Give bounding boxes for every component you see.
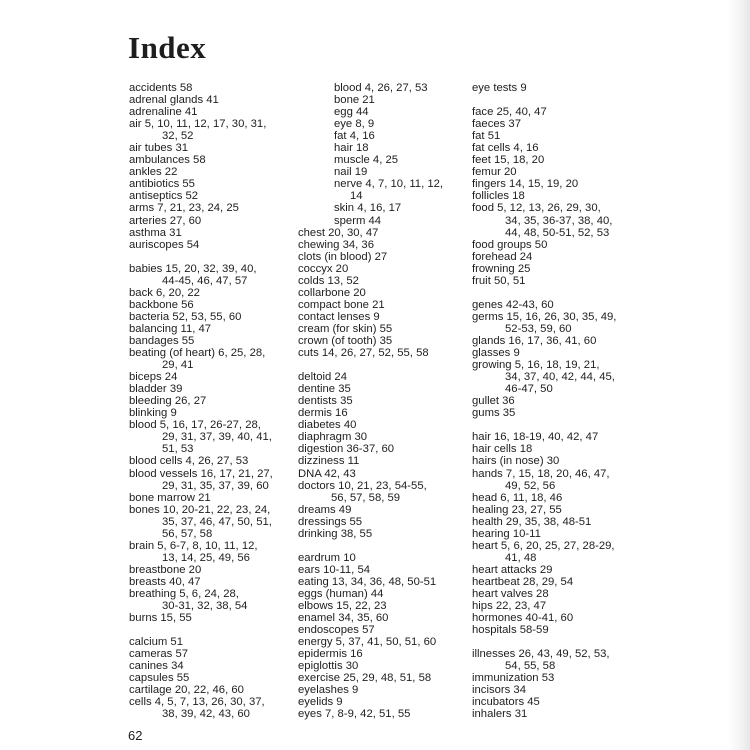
index-entry-continuation: 34, 35, 36-37, 38, 40, <box>505 214 613 227</box>
index-entry: dizziness 11 <box>298 455 360 468</box>
page-edge-shadow <box>728 0 750 750</box>
index-entry-continuation: 56, 57, 58 <box>162 527 213 540</box>
index-entry: breathing 5, 6, 24, 28, <box>129 587 239 600</box>
index-entry: hospitals 58-59 <box>472 624 549 637</box>
index-entry: accidents 58 <box>129 82 193 94</box>
index-entry: hair cells 18 <box>472 443 533 456</box>
index-entry: hairs (in nose) 30 <box>472 455 560 468</box>
index-entry: femur 20 <box>472 166 517 179</box>
index-entry-continuation: 56, 57, 58, 59 <box>331 491 401 504</box>
index-entry: backbone 56 <box>129 298 194 311</box>
index-entry: breasts 40, 47 <box>129 575 201 588</box>
index-entry: cells 4, 5, 7, 13, 26, 30, 37, <box>129 696 265 709</box>
index-entry: air 5, 10, 11, 12, 17, 30, 31, <box>129 118 267 131</box>
index-entry: growing 5, 16, 18, 19, 21, <box>472 359 600 372</box>
index-entry: incubators 45 <box>472 696 540 709</box>
index-entry-continuation: 34, 37, 40, 42, 44, 45, <box>505 371 615 384</box>
index-entry: contact lenses 9 <box>298 310 380 323</box>
index-entry-continuation: 41, 48 <box>505 551 537 564</box>
index-entry: frowning 25 <box>472 262 531 275</box>
index-subentry: sperm 44 <box>334 214 382 227</box>
index-entry: antiseptics 52 <box>129 190 199 203</box>
index-entry: heart 5, 6, 20, 25, 27, 28-29, <box>472 539 615 552</box>
index-entry: coccyx 20 <box>298 262 349 275</box>
index-entry: food 5, 12, 13, 26, 29, 30, <box>472 202 601 215</box>
index-entry: digestion 36-37, 60 <box>298 443 395 456</box>
index-entry: arteries 27, 60 <box>129 214 202 227</box>
index-entry: inhalers 31 <box>472 708 528 721</box>
index-subentry: blood 4, 26, 27, 53 <box>334 82 428 94</box>
index-entry: cuts 14, 26, 27, 52, 55, 58 <box>298 347 429 360</box>
index-entry: immunization 53 <box>472 672 555 685</box>
index-entry: cream (for skin) 55 <box>298 322 393 335</box>
index-subentry: bone 21 <box>334 94 375 107</box>
index-entry: fat cells 4, 16 <box>472 142 539 155</box>
index-entry: cartilage 20, 22, 46, 60 <box>129 684 244 697</box>
index-entry-continuation: 44-45, 46, 47, 57 <box>162 274 248 287</box>
index-entry: arms 7, 21, 23, 24, 25 <box>129 202 239 215</box>
index-entry: adrenal glands 41 <box>129 94 219 107</box>
index-entry-continuation: 29, 31, 37, 39, 40, 41, <box>162 431 272 444</box>
index-entry: hearing 10-11 <box>472 527 541 540</box>
index-entry: capsules 55 <box>129 672 190 685</box>
index-section-gap <box>472 287 662 299</box>
index-entry: air tubes 31 <box>129 142 189 155</box>
index-title: Index <box>128 30 207 65</box>
page-number: 62 <box>128 728 143 743</box>
index-entry: compact bone 21 <box>298 298 385 311</box>
index-entry: illnesses 26, 43, 49, 52, 53, <box>472 648 610 661</box>
index-entry: ears 10-11, 54 <box>298 563 371 576</box>
index-entry: beating (of heart) 6, 25, 28, <box>129 347 266 360</box>
index-entry: colds 13, 52 <box>298 274 359 287</box>
index-entry: back 6, 20, 22 <box>129 286 200 299</box>
index-entry: adrenaline 41 <box>129 106 198 119</box>
index-column-2 <box>298 82 478 720</box>
index-entry: head 6, 11, 18, 46 <box>472 491 563 504</box>
index-entry-continuation: 38, 39, 42, 43, 60 <box>162 708 250 721</box>
index-entry: elbows 15, 22, 23 <box>298 600 387 613</box>
index-entry: follicles 18 <box>472 190 525 203</box>
index-entry: dreams 49 <box>298 503 352 516</box>
index-column-3 <box>472 82 662 720</box>
index-entry: eyes 7, 8-9, 42, 51, 55 <box>298 708 411 721</box>
index-entry: glasses 9 <box>472 347 520 360</box>
index-entry: hormones 40-41, 60 <box>472 612 574 625</box>
index-entry: healing 23, 27, 55 <box>472 503 562 516</box>
index-entry: balancing 11, 47 <box>129 322 212 335</box>
index-entry: glands 16, 17, 36, 41, 60 <box>472 334 597 347</box>
index-entry: feet 15, 18, 20 <box>472 154 545 167</box>
index-entry: gums 35 <box>472 407 516 420</box>
index-entry-continuation: 29, 31, 35, 37, 39, 60 <box>162 479 269 492</box>
index-section-gap <box>472 636 662 648</box>
index-entry: bacteria 52, 53, 55, 60 <box>129 310 242 323</box>
index-entry: germs 15, 16, 26, 30, 35, 49, <box>472 310 617 323</box>
index-entry: calcium 51 <box>129 636 183 649</box>
index-entry-continuation: 46-47, 50 <box>505 383 553 396</box>
index-entry: bone marrow 21 <box>129 491 211 504</box>
index-entry: health 29, 35, 38, 48-51 <box>472 515 592 528</box>
index-entry: eye tests 9 <box>472 82 527 94</box>
index-entry: energy 5, 37, 41, 50, 51, 60 <box>298 636 437 649</box>
index-entry: breastbone 20 <box>129 563 202 576</box>
index-entry: antibiotics 55 <box>129 178 195 191</box>
index-entry: eardrum 10 <box>298 551 356 564</box>
index-section-gap <box>298 359 478 371</box>
index-entry: brain 5, 6-7, 8, 10, 11, 12, <box>129 539 258 552</box>
index-subentry: hair 18 <box>334 142 369 155</box>
index-entry: eggs (human) 44 <box>298 587 384 600</box>
index-section-gap <box>472 94 662 106</box>
index-entry: collarbone 20 <box>298 286 366 299</box>
index-subentry: skin 4, 16, 17 <box>334 202 402 215</box>
index-entry-continuation: 35, 37, 46, 47, 50, 51, <box>162 515 272 528</box>
index-section-gap <box>298 540 478 552</box>
index-entry: blinking 9 <box>129 407 177 420</box>
index-entry: diaphragm 30 <box>298 431 368 444</box>
index-entry: hips 22, 23, 47 <box>472 600 547 613</box>
index-entry: heartbeat 28, 29, 54 <box>472 575 574 588</box>
index-entry: deltoid 24 <box>298 371 347 384</box>
index-entry: bleeding 26, 27 <box>129 395 207 408</box>
index-entry-continuation: 51, 53 <box>162 443 194 456</box>
index-entry: face 25, 40, 47 <box>472 106 547 119</box>
index-entry-continuation: 32, 52 <box>162 130 194 143</box>
index-entry: blood vessels 16, 17, 21, 27, <box>129 467 273 480</box>
index-entry: blood 5, 16, 17, 26-27, 28, <box>129 419 261 432</box>
index-entry: dressings 55 <box>298 515 363 528</box>
index-entry: epiglottis 30 <box>298 660 359 673</box>
index-subentry: muscle 4, 25 <box>334 154 399 167</box>
index-entry: incisors 34 <box>472 684 526 697</box>
index-entry: epidermis 16 <box>298 648 363 661</box>
index-entry-continuation: 44, 48, 50-51, 52, 53 <box>505 226 610 239</box>
index-entry: asthma 31 <box>129 226 182 239</box>
index-entry: faeces 37 <box>472 118 521 131</box>
index-entry: dentine 35 <box>298 383 351 396</box>
index-entry-continuation: 52-53, 59, 60 <box>505 322 572 335</box>
index-entry: crown (of tooth) 35 <box>298 334 393 347</box>
index-entry: babies 15, 20, 32, 39, 40, <box>129 262 257 275</box>
index-entry: blood cells 4, 26, 27, 53 <box>129 455 249 468</box>
index-entry: bones 10, 20-21, 22, 23, 24, <box>129 503 271 516</box>
index-entry: canines 34 <box>129 660 184 673</box>
index-entry: DNA 42, 43 <box>298 467 356 480</box>
index-entry: diabetes 40 <box>298 419 357 432</box>
index-entry: eating 13, 34, 36, 48, 50-51 <box>298 575 437 588</box>
index-entry: bladder 39 <box>129 383 183 396</box>
index-entry: dentists 35 <box>298 395 353 408</box>
index-entry: fruit 50, 51 <box>472 274 526 287</box>
index-entry-continuation: 49, 52, 56 <box>505 479 556 492</box>
index-entry: genes 42-43, 60 <box>472 298 554 311</box>
index-entry-continuation: 13, 14, 25, 49, 56 <box>162 551 250 564</box>
index-entry-continuation: 29, 41 <box>162 359 194 372</box>
index-entry: doctors 10, 21, 23, 54-55, <box>298 479 427 492</box>
index-entry: fingers 14, 15, 19, 20 <box>472 178 579 191</box>
index-entry-continuation: 54, 55, 58 <box>505 660 556 673</box>
index-entry: chewing 34, 36 <box>298 238 374 251</box>
index-entry: bandages 55 <box>129 334 195 347</box>
index-subentry: nail 19 <box>334 166 368 179</box>
index-entry: ambulances 58 <box>129 154 206 167</box>
index-entry: drinking 38, 55 <box>298 527 373 540</box>
index-entry-continuation: 30-31, 32, 38, 54 <box>162 600 248 613</box>
index-entry: exercise 25, 29, 48, 51, 58 <box>298 672 432 685</box>
index-entry: gullet 36 <box>472 395 515 408</box>
index-subentry: fat 4, 16 <box>334 130 375 143</box>
index-entry: chest 20, 30, 47 <box>298 226 379 239</box>
index-subentry: egg 44 <box>334 106 369 119</box>
index-entry: clots (in blood) 27 <box>298 250 388 263</box>
index-entry: auriscopes 54 <box>129 238 200 251</box>
index-entry: fat 51 <box>472 130 501 143</box>
index-entry: forehead 24 <box>472 250 533 263</box>
index-subentry: nerve 4, 7, 10, 11, 12, <box>334 178 444 191</box>
index-entry: cameras 57 <box>129 648 189 661</box>
index-entry: hands 7, 15, 18, 20, 46, 47, <box>472 467 610 480</box>
index-subentry: eye 8, 9 <box>334 118 375 131</box>
index-entry: heart attacks 29 <box>472 563 553 576</box>
index-entry: hair 16, 18-19, 40, 42, 47 <box>472 431 599 444</box>
index-entry: enamel 34, 35, 60 <box>298 612 389 625</box>
index-section-gap <box>472 419 662 431</box>
index-entry: eyelashes 9 <box>298 684 359 697</box>
index-entry: endoscopes 57 <box>298 624 375 637</box>
index-entry: dermis 16 <box>298 407 348 420</box>
index-entry: ankles 22 <box>129 166 178 179</box>
index-entry: heart valves 28 <box>472 587 549 600</box>
index-entry: food groups 50 <box>472 238 548 251</box>
index-entry: burns 15, 55 <box>129 612 192 625</box>
index-entry: biceps 24 <box>129 371 178 384</box>
index-entry: eyelids 9 <box>298 696 343 709</box>
index-entry-continuation: 14 <box>350 190 363 203</box>
